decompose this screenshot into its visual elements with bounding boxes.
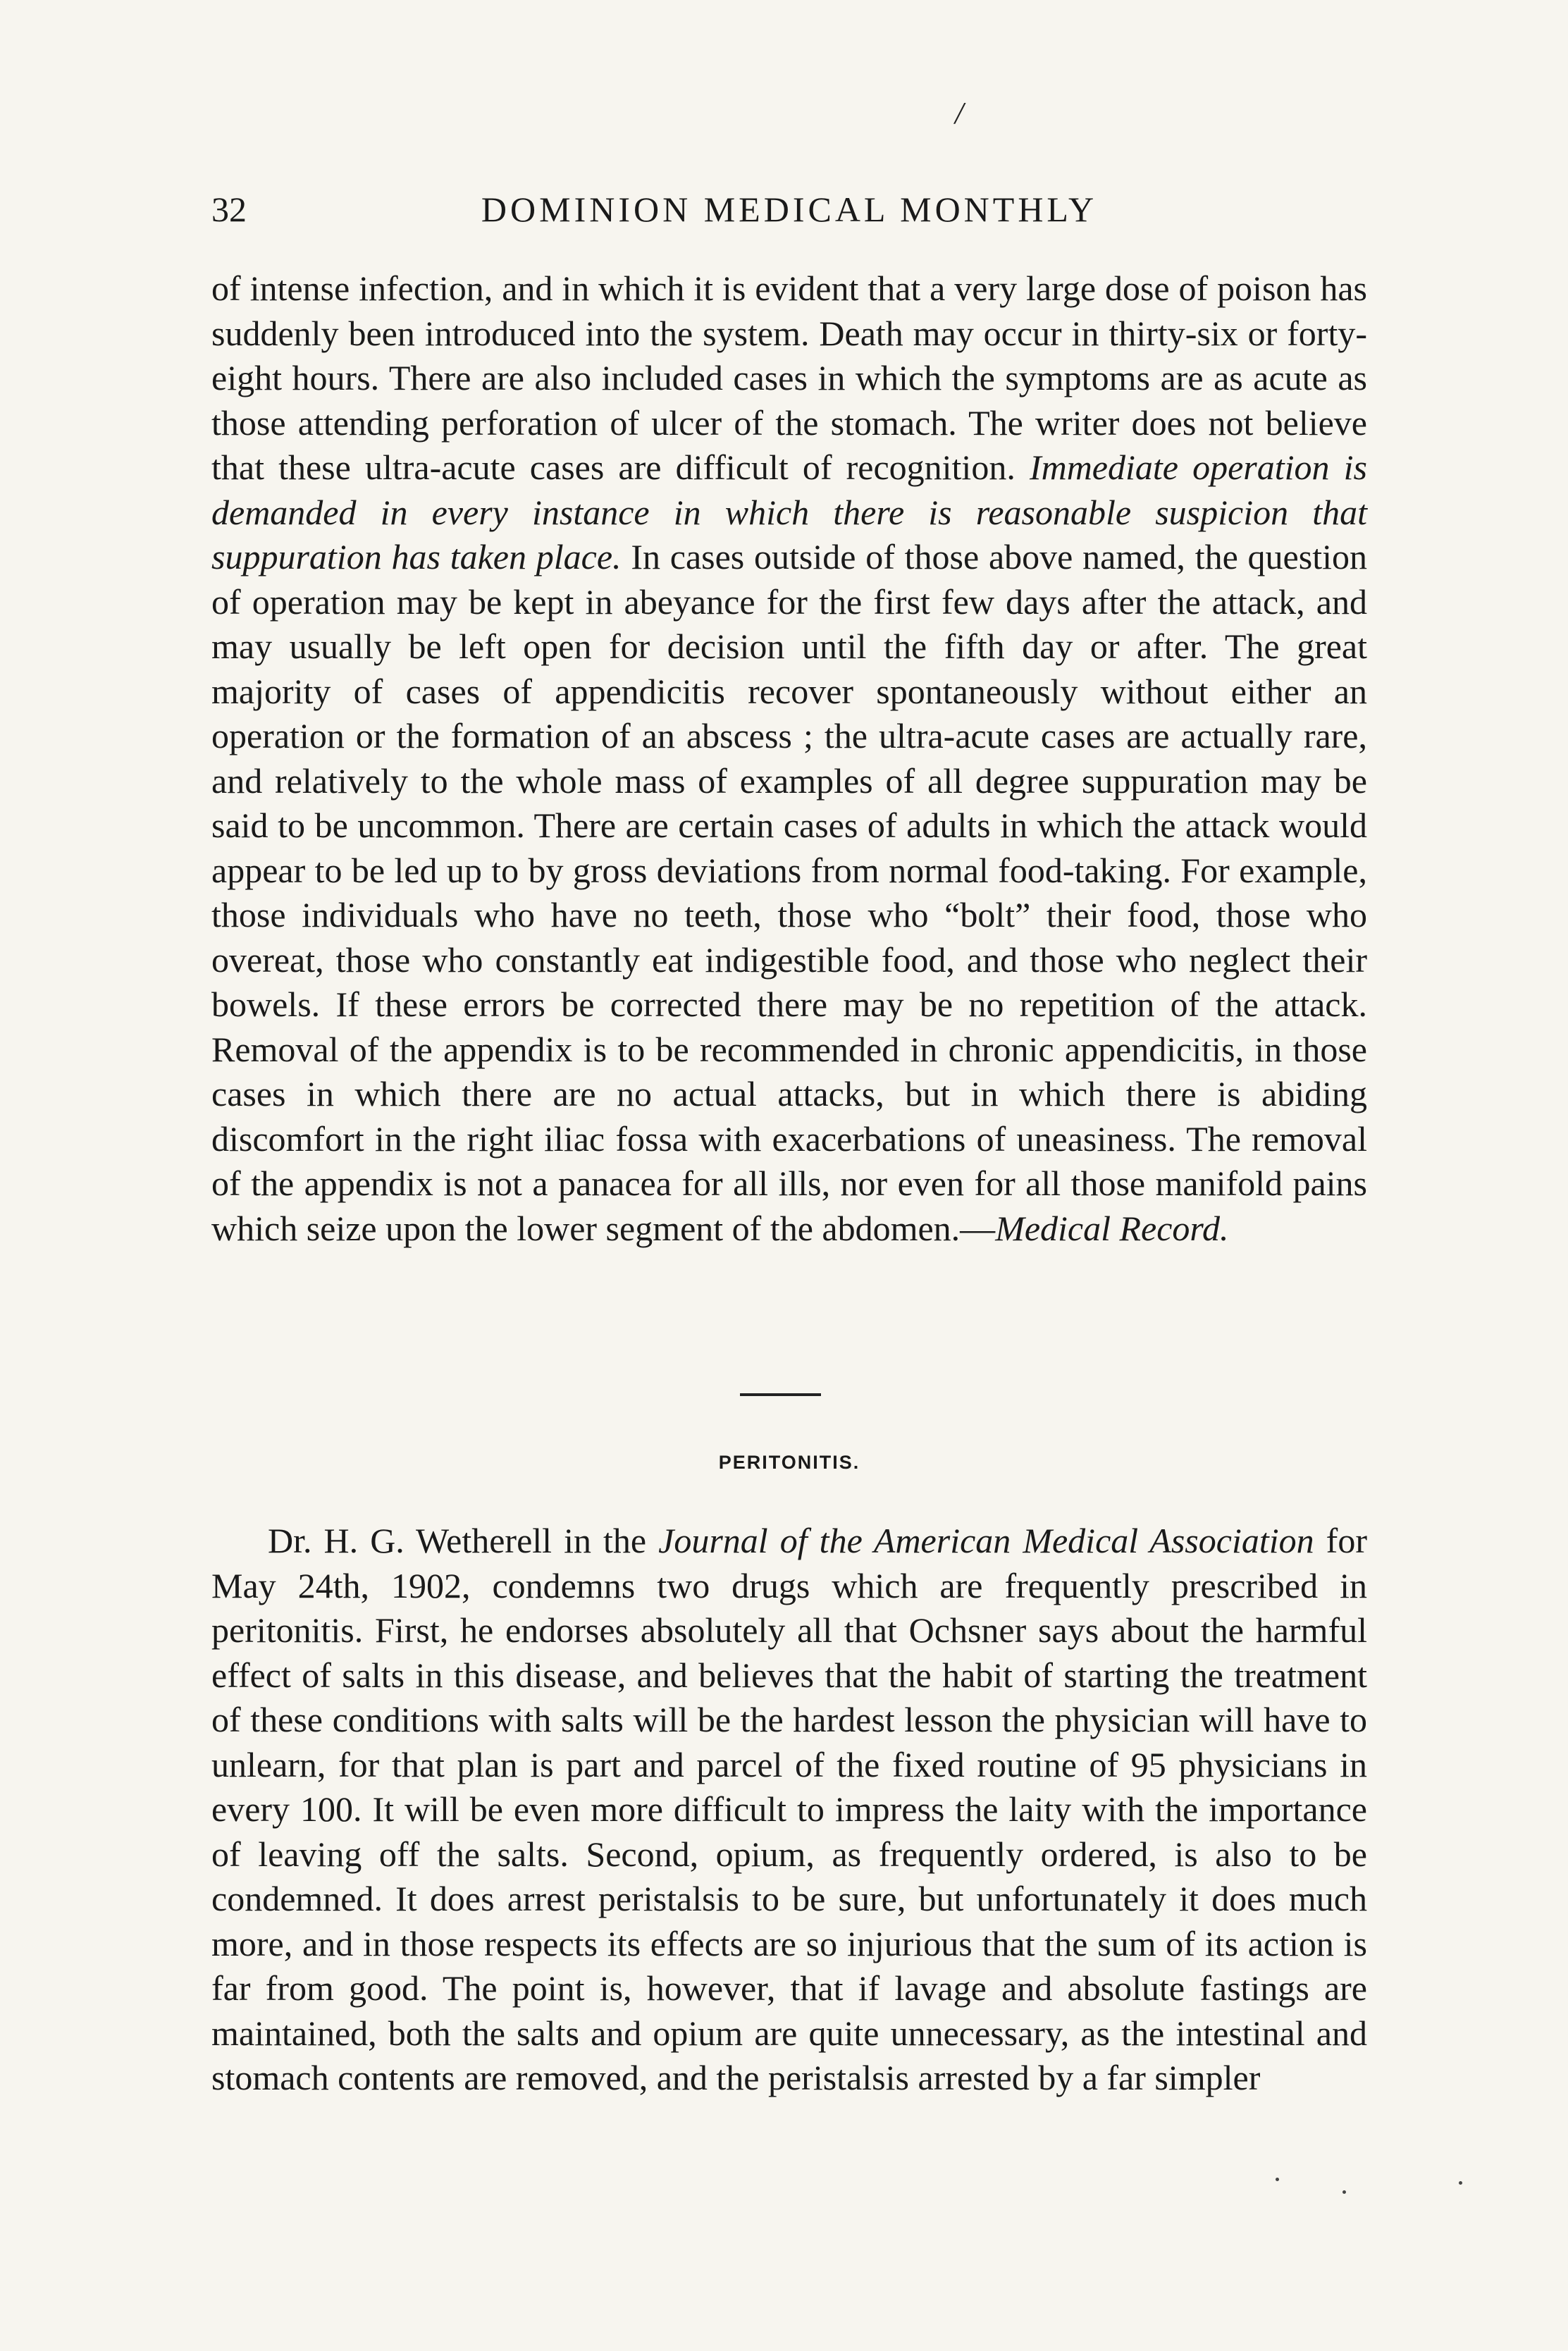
scan-speck bbox=[1276, 2178, 1279, 2181]
appendicitis-paragraph bbox=[211, 266, 1367, 1251]
scan-speck bbox=[1459, 2181, 1462, 2185]
peritonitis-body: for May 24th, 1902, condemns two drugs which are frequently prescribed in peritonitis. First, he endorses absolutely all that Ochsner says about the harmful effect of salts in this disease, and believes that the habit of starting the treatment of these conditions with salts will be the hardest lesson the physician will have to unlearn, for that plan is part and parcel of the fixed routine of 95 physicians in every 100. It will be even more difficult to impress the laity with the importance of leaving off the salts. Second, opium, as frequently ordered, is also to be condemned. It does arrest peristalsis to be sure, but unfortunately it does much more, and in those respects its effects are so injurious that the sum of its action is far from good. The point is, however, that if lavage and absolute fastings are maintained, both the salts and opium are quite unnecessary, as the intestinal and stomach contents are removed, and the peristalsis arrested by a far simpler bbox=[211, 1521, 1367, 2097]
paragraph-text-part1: of intense infection, and in which it is evident that a very large dose of poison has suddenly been introduced into the system. Death may occur in thirty-six or forty-eight hours. There are also included cases in which the symptoms are as acute as those attending perforation of ulcer of the stomach. The writer does not believe that these ultra-acute cases are difficult of recognition. bbox=[211, 269, 1367, 487]
peritonitis-intro: Dr. H. G. Wetherell in the bbox=[268, 1521, 659, 1560]
running-header bbox=[211, 189, 1367, 245]
page-number: 32 bbox=[211, 190, 247, 229]
scan-speck bbox=[1342, 2190, 1346, 2194]
section-heading: PERITONITIS. bbox=[718, 1452, 860, 1473]
journal-title: DOMINION MEDICAL MONTHLY bbox=[481, 190, 1098, 229]
emphasized-sentence: Immediate operation is demanded in every instance in which there is reasonable suspicion that suppuration has taken place. bbox=[211, 448, 1367, 576]
top-margin-mark: / bbox=[955, 96, 964, 130]
journal-citation: Journal of the American Medical Association bbox=[658, 1521, 1314, 1560]
section-divider bbox=[740, 1393, 821, 1396]
source-citation: Medical Record. bbox=[995, 1208, 1229, 1248]
peritonitis-paragraph bbox=[211, 1519, 1367, 2101]
paragraph-text-part2: In cases outside of those above named, the question of operation may be kept in abeyance for the first few days after the attack, and may usually be left open for decision until the fifth day or after. The great majority of cases of appendicitis recover spontaneously without either an operation or the formation of an abscess ; the ultra-acute cases are actually rare, and relatively to the whole mass of examples of all degree suppuration may be said to be uncommon. There are certain cases of adults in which the attack would appear to be led up to by gross deviations from normal food-taking. For example, those individuals who have no teeth, those who “bolt” their food, those who overeat, those who constantly eat indigestible food, and those who neglect their bowels. If these errors be corrected there may be no repetition of the attack. Removal of the appendix is to be recommended in chronic appendicitis, in those cases in which there are no actual attacks, but in which there is abiding discomfort in the right iliac fossa with exacerbations of uneasiness. The removal of the appendix is not a panacea for all ills, nor even for all those manifold pains which seize upon the lower segment of the abdomen.— bbox=[211, 537, 1367, 1248]
